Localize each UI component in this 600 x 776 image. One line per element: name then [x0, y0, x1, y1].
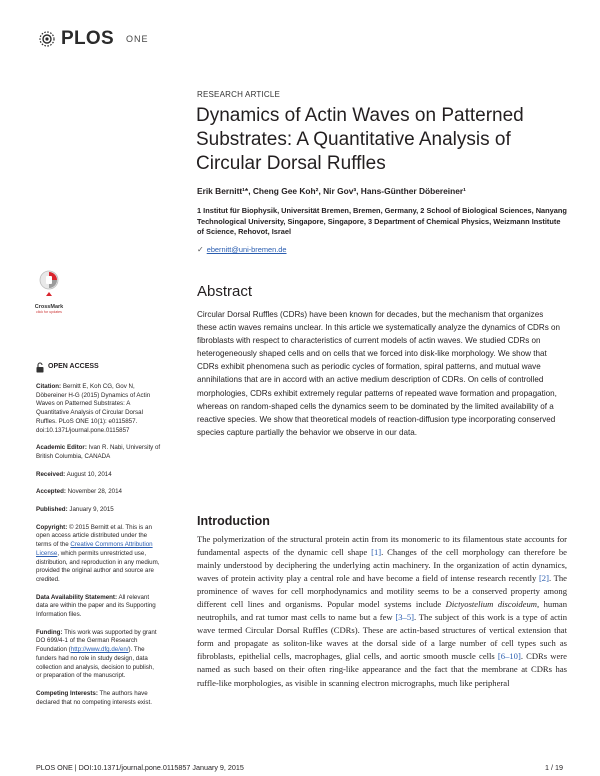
- copyright-text-end: , which permits unrestricted use, distribution, and reproduction in any medium, provided the original author and source are credited.: [36, 549, 160, 583]
- license-link[interactable]: Creative Commons Attribution License: [36, 541, 153, 557]
- competing-interests-label: Competing Interests:: [36, 689, 98, 697]
- reference-link[interactable]: [3–5]: [395, 612, 415, 623]
- copyright-label: Copyright:: [36, 523, 68, 531]
- intro-text: . Changes of the cell morphology can therefore be mainly understood by deciphering the underlying actin machinery. In the organization of actin dynamics, waves of protein activity play a central role and have become a field of intense research recently: [197, 547, 567, 584]
- species-name: Dictyostelium discoideum: [445, 599, 537, 610]
- intro-text: The polymerization of the structural protein actin from its monomeric to its filamentous state accounts for fundamental aspects of the dynamic cell shape: [197, 534, 567, 558]
- published-date: January 9, 2015: [69, 506, 114, 514]
- open-access-label: OPEN ACCESS: [48, 363, 99, 371]
- accepted-label: Accepted:: [36, 488, 66, 496]
- citation-text: Bernitt E, Koh CG, Gov N, Döbereiner H-G (2015) Dynamics of Actin Waves on Patterned Substrates: A Quantitative Analysis of Circular Dorsal Ruffles. PLoS ONE 10(1): e0115857. doi:10.1371/journal.pone.0115857: [36, 383, 151, 434]
- title-line: Dynamics of Actin Waves on Patterned: [196, 105, 524, 126]
- published-label: Published:: [36, 506, 68, 514]
- competing-interests-block: [36, 690, 161, 707]
- footer-citation: PLOS ONE | DOI:10.1371/journal.pone.0115857 January 9, 2015: [36, 763, 244, 772]
- open-access-badge: [36, 362, 161, 373]
- crossmark-sub: click for updates: [36, 310, 62, 314]
- competing-interests-text: The authors have declared that no competing interests exist.: [36, 689, 152, 706]
- copyright-text: © 2015 Bernitt et al. This is an open access article distributed under the terms of the: [36, 523, 152, 549]
- intro-text: . The prominence of waves for cell morphodynamics and motility seems to be a conserved property among different cell lines and organisms. Popular model systems include: [197, 573, 567, 610]
- received-label: Received:: [36, 470, 66, 478]
- introduction-heading: Introduction: [197, 514, 270, 528]
- reference-link[interactable]: [1]: [371, 547, 382, 558]
- email-link[interactable]: ebernitt@uni-bremen.de: [206, 245, 287, 254]
- open-lock-icon: [36, 362, 44, 373]
- plos-logo-icon: [36, 28, 58, 50]
- copyright-block: [36, 524, 161, 585]
- brand-name: PLOS: [61, 28, 114, 49]
- accepted-block: [36, 488, 161, 497]
- page-number: 1 / 19: [545, 763, 563, 772]
- data-availability-label: Data Availability Statement:: [36, 593, 118, 601]
- intro-text: . The subject of this work is a type of actin wave termed Circular Dorsal Ruffles (CDRs). These are actin-based structures of vertical extension that form and propagate as soliton-like waves at the dorsal side of a large number of cell types such as fibroblasts, epithelial cells, macrophages, glial cells, and aortic smooth muscle cells: [197, 612, 567, 662]
- received-block: [36, 471, 161, 480]
- journal-logo[interactable]: [36, 26, 149, 52]
- citation-label: Citation:: [36, 383, 62, 390]
- affiliations: 1 Institut für Biophysik, Universität Bremen, Bremen, Germany, 2 School of Biological Sciences, Nanyang Technological University, Singapore, Singapore, 3 Department of Chemical Physics, Weizmann Institute of Science, Rehovot, Israel: [197, 206, 567, 236]
- crossmark-icon: [38, 270, 60, 298]
- article-info-sidebar: [36, 362, 161, 716]
- funding-label: Funding:: [36, 628, 63, 636]
- journal-name: ONE: [125, 34, 149, 44]
- abstract-text: Circular Dorsal Ruffles (CDRs) have been known for decades, but the mechanism that organizes these actin waves remains unclear. In this article we systematically analyze the dynamics of CDRs on fibroblasts with respect to characteristics of current models of actin waves. We studied CDRs on heterogeneously shaped cells and on cells that we forced into disk-like morphology. We show that CDRs exhibit phenomena such as periodic cycles of formation, spiral patterns, and mutual wave annihilations that are in accord with an active medium description of CDRs. On cells of controlled morphologies, CDRs exhibit extremely regular patterns of repeated wave formation and propagation, whereas on random-shaped cells the dynamics seem to be dominated by the limited availability of a reactive species. We show that theoretical models of reaction-diffusion type incorporating conserved species capture partially the behavior we observe in our data.: [197, 310, 561, 437]
- reference-link[interactable]: [2]: [538, 573, 549, 584]
- article-title: [196, 104, 556, 176]
- intro-text: , human neutrophils, and rat tumor mast cells to name but a few: [197, 599, 567, 623]
- intro-text: . CDRs were named as such based on their often ring-like appearance and the fact that the membrane at CDRs has ruffle-like morphologies, as visible in scanning electron micrographs, much like peripheral: [197, 651, 567, 688]
- published-block: [36, 506, 161, 515]
- received-date: August 10, 2014: [66, 470, 112, 478]
- citation-block: [36, 383, 161, 435]
- accepted-date: November 28, 2014: [67, 488, 123, 496]
- title-line: Circular Dorsal Ruffles: [196, 153, 386, 174]
- editor-text: Ivan R. Nabi, University of British Columbia, CANADA: [36, 444, 161, 460]
- introduction-text: [197, 533, 567, 690]
- editor-block: [36, 444, 161, 461]
- crossmark-badge[interactable]: [34, 270, 64, 314]
- funding-text-end: ). The funders had no role in study design, data collection and analysis, decision to publish, or preparation of the manuscript.: [36, 646, 154, 680]
- funding-text: This work was supported by grant DO 699/4-1 of the German Research Foundation (: [36, 628, 157, 654]
- data-availability-text: All relevant data are within the paper and its Supporting Information files.: [36, 593, 156, 619]
- title-line: Substrates: A Quantitative Analysis of: [196, 129, 511, 150]
- abstract-heading: Abstract: [197, 283, 253, 300]
- data-availability-block: [36, 594, 161, 620]
- crossmark-label: CrossMark: [34, 304, 64, 310]
- mail-icon: ✓: [197, 245, 204, 254]
- funding-block: [36, 629, 161, 681]
- editor-label: Academic Editor:: [36, 444, 87, 452]
- author-list: Erik Bernitt¹*, Cheng Gee Koh², Nir Gov³, Hans-Günther Döbereiner¹: [197, 186, 466, 196]
- reference-link[interactable]: [6–10]: [497, 651, 521, 662]
- article-type: RESEARCH ARTICLE: [197, 90, 281, 99]
- corresponding-email: [197, 245, 287, 254]
- funder-link[interactable]: http://www.dfg.de/en/: [70, 646, 129, 654]
